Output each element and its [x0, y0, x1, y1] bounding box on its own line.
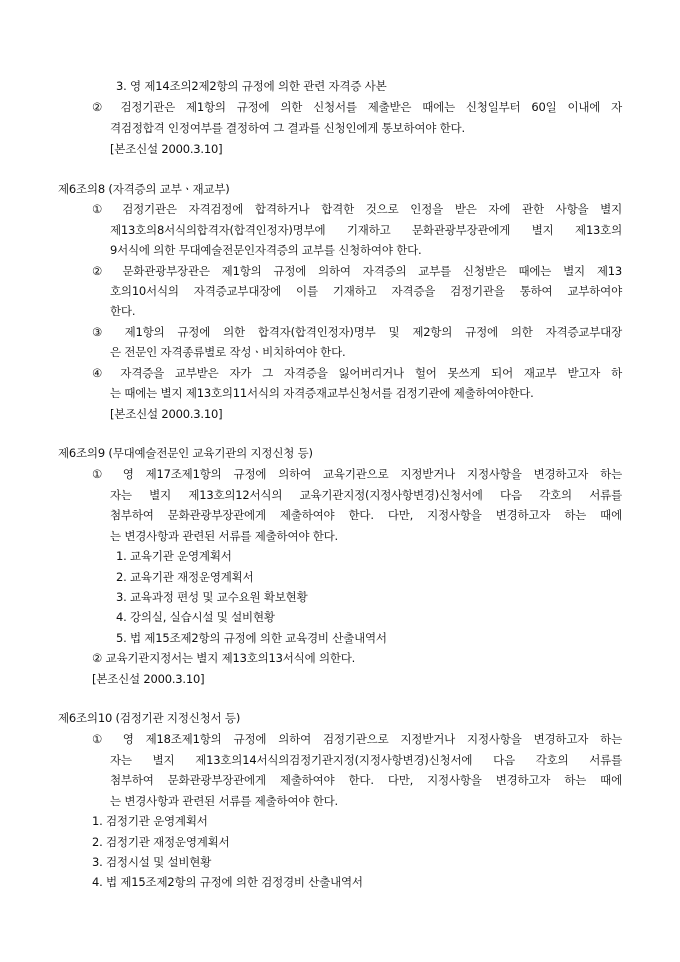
paragraph-line: ② 문화관광부장관은 제1항의 규정에 의하여 자격증의 교부를 신청받은 때에는 별지 제13 [92, 264, 622, 278]
list-item: 5. 법 제15조제2항의 규정에 의한 교육경비 산출내역서 [116, 631, 387, 645]
list-item: 1. 교육기관 운영계획서 [116, 549, 232, 563]
paragraph-line: 는 변경사항과 관련된 서류를 제출하여야 한다. [110, 529, 339, 543]
paragraph-line: 제13호의8서식의합격자(합격인정자)명부에 기재하고 문화관광부장관에게 별지 제13호의 [110, 223, 622, 237]
paragraph-line: 첨부하여 문화관광부장관에게 제출하여야 한다. 다만, 지정사항을 변경하고자 하는 때에 [110, 508, 622, 522]
list-item: 3. 교육과정 편성 및 교수요원 확보현황 [116, 590, 308, 604]
paragraph-line: 자는 별지 제13호의14서식의검정기관지정(지정사항변경)신청서에 다음 각호의 서류를 [110, 753, 622, 767]
paragraph-line: ② 교육기관지정서는 별지 제13호의13서식에 의한다. [92, 651, 356, 665]
list-item: 4. 강의실, 실습시설 및 설비현황 [116, 610, 275, 624]
paragraph-line: ① 검정기관은 자격검정에 합격하거나 합격한 것으로 인정을 받은 자에 관한 사항을 별지 [92, 202, 622, 216]
paragraph-line: 격검정합격 인정여부를 결정하여 그 결과를 신청인에게 통보하여야 한다. [110, 121, 465, 135]
paragraph-line: 는 때에는 별지 제13호의11서식의 자격증재교부신청서를 검정기관에 제출하여야한다. [110, 386, 534, 400]
paragraph-line: ④ 자격증을 교부받은 자가 그 자격증을 잃어버리거나 헐어 못쓰게 되어 재교부 받고자 하 [92, 366, 622, 380]
list-item: 2. 교육기관 재정운영계획서 [116, 570, 254, 584]
paragraph-line: 는 변경사항과 관련된 서류를 제출하여야 한다. [110, 794, 339, 808]
list-item: 4. 법 제15조제2항의 규정에 의한 검정경비 산출내역서 [92, 875, 363, 889]
paragraph-line: 호의10서식의 자격증교부대장에 이를 기재하고 자격증을 검정기관을 통하여 교부하여야 [110, 284, 622, 298]
paragraph-line: 은 전문인 자격종류별로 작성ㆍ비치하여야 한다. [110, 345, 346, 359]
paragraph-line: 자는 별지 제13호의12서식의 교육기관지정(지정사항변경)신청서에 다음 각호의 서류를 [110, 488, 622, 502]
enactment-note: [본조신설 2000.3.10] [110, 407, 223, 421]
list-item: 1. 검정기관 운영계획서 [92, 814, 208, 828]
paragraph-line: ③ 제1항의 규정에 의한 합격자(합격인정자)명부 및 제2항의 규정에 의한 자격증교부대장 [92, 325, 622, 339]
article-title: 제6조의8 (자격증의 교부ㆍ재교부) [58, 182, 230, 196]
list-item: 3. 영 제14조의2제2항의 규정에 의한 관련 자격증 사본 [116, 79, 387, 93]
list-item: 2. 검정기관 재정운영계획서 [92, 835, 230, 849]
paragraph-line: ① 영 제17조제1항의 규정에 의하여 교육기관으로 지정받거나 지정사항을 변경하고자 하는 [92, 467, 622, 481]
list-item: 3. 검정시설 및 설비현황 [92, 855, 212, 869]
paragraph-line: 9서식에 의한 무대예술전문인자격증의 교부를 신청하여야 한다. [110, 243, 422, 257]
article-title: 제6조의9 (무대예술전문인 교육기관의 지정신청 등) [58, 446, 313, 460]
article-title: 제6조의10 (검정기관 지정신청서 등) [58, 711, 241, 725]
paragraph-line: 첨부하여 문화관광부장관에게 제출하여야 한다. 다만, 지정사항을 변경하고자 하는 때에 [110, 773, 622, 787]
paragraph-line: ② 검정기관은 제1항의 규정에 의한 신청서를 제출받은 때에는 신청일부터 60일 이내에 자 [92, 100, 622, 114]
enactment-note: [본조신설 2000.3.10] [92, 672, 205, 686]
enactment-note: [본조신설 2000.3.10] [110, 142, 223, 156]
paragraph-line: 한다. [110, 304, 136, 318]
paragraph-line: ① 영 제18조제1항의 규정에 의하여 검정기관으로 지정받거나 지정사항을 변경하고자 하는 [92, 732, 622, 746]
